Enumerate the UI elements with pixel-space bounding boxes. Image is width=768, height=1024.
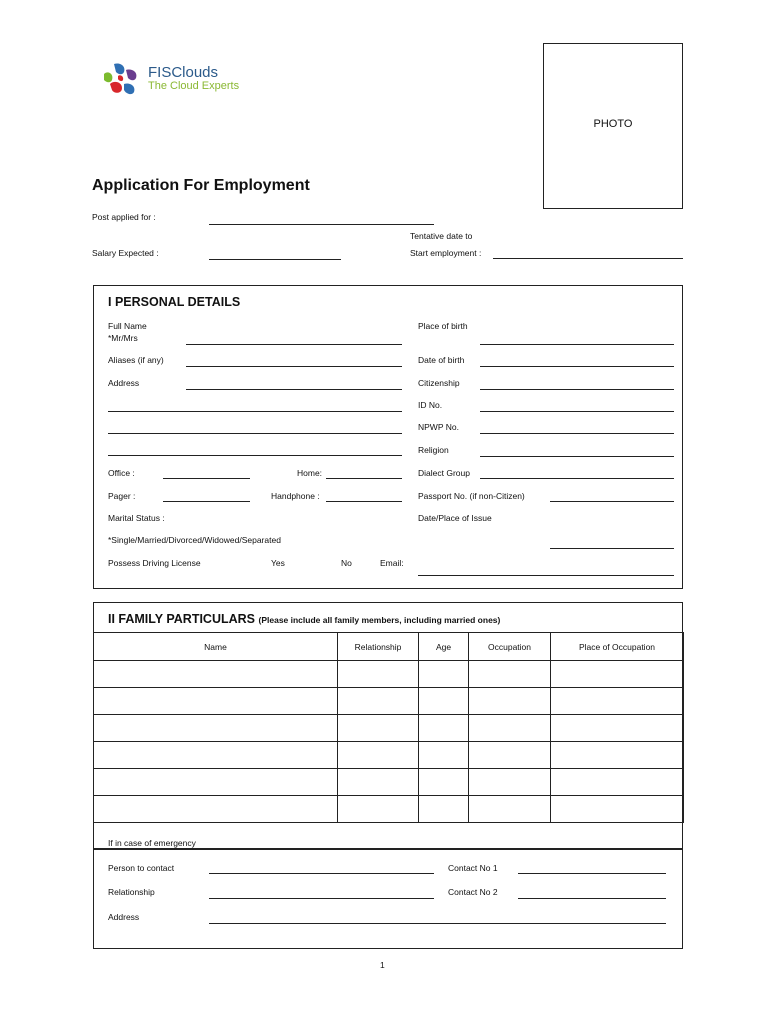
pager-label: Pager : bbox=[108, 491, 136, 501]
driving-license-label: Possess Driving License bbox=[108, 558, 201, 568]
salary-expected-field[interactable] bbox=[209, 259, 341, 260]
passport-no-label: Passport No. (if non-Citizen) bbox=[418, 491, 525, 501]
table-cell[interactable] bbox=[469, 742, 551, 769]
family-table-header bbox=[94, 633, 684, 661]
address-field-3[interactable] bbox=[108, 433, 402, 434]
table-cell[interactable] bbox=[419, 769, 469, 796]
address-field-1[interactable] bbox=[186, 389, 402, 390]
family-heading-text: II FAMILY PARTICULARS bbox=[108, 612, 256, 626]
column-header: Name bbox=[94, 633, 338, 661]
table-cell[interactable] bbox=[338, 715, 419, 742]
religion-label: Religion bbox=[418, 445, 449, 455]
table-cell[interactable] bbox=[419, 688, 469, 715]
contact-no-1-label: Contact No 1 bbox=[448, 863, 498, 873]
handphone-label: Handphone : bbox=[271, 491, 320, 501]
column-header: Occupation bbox=[469, 633, 551, 661]
table-cell[interactable] bbox=[419, 661, 469, 688]
dialect-group-field[interactable] bbox=[480, 478, 674, 479]
table-cell[interactable] bbox=[94, 769, 338, 796]
date-place-issue-label: Date/Place of Issue bbox=[418, 513, 492, 523]
id-no-label: ID No. bbox=[418, 400, 443, 410]
office-field[interactable] bbox=[163, 478, 250, 479]
table-cell[interactable] bbox=[551, 769, 684, 796]
table-cell[interactable] bbox=[419, 715, 469, 742]
contact-no-2-field[interactable] bbox=[518, 898, 666, 899]
photo-label: PHOTO bbox=[593, 118, 633, 130]
table-cell[interactable] bbox=[94, 796, 338, 823]
photo-box[interactable] bbox=[543, 43, 683, 209]
post-applied-field[interactable] bbox=[209, 224, 434, 225]
place-of-birth-field[interactable] bbox=[480, 344, 674, 345]
home-field[interactable] bbox=[326, 478, 402, 479]
table-cell[interactable] bbox=[94, 742, 338, 769]
pager-field[interactable] bbox=[163, 501, 250, 502]
table-cell[interactable] bbox=[551, 715, 684, 742]
post-applied-label: Post applied for : bbox=[92, 212, 156, 222]
table-cell[interactable] bbox=[338, 688, 419, 715]
salary-expected-label: Salary Expected : bbox=[92, 248, 159, 258]
table-row bbox=[94, 769, 684, 796]
table-row bbox=[94, 688, 684, 715]
address-label: Address bbox=[108, 378, 140, 388]
page-number: 1 bbox=[380, 960, 385, 970]
start-employment-field[interactable] bbox=[493, 258, 683, 259]
table-cell[interactable] bbox=[94, 688, 338, 715]
family-table bbox=[93, 632, 684, 823]
date-of-birth-field[interactable] bbox=[480, 366, 674, 367]
dialect-group-label: Dialect Group bbox=[418, 468, 470, 478]
passport-no-field[interactable] bbox=[550, 501, 674, 502]
table-cell[interactable] bbox=[419, 742, 469, 769]
table-cell[interactable] bbox=[338, 796, 419, 823]
family-particulars-heading bbox=[108, 612, 500, 626]
full-name-field[interactable] bbox=[186, 344, 402, 345]
brand-tagline: The Cloud Experts bbox=[148, 80, 240, 92]
office-label: Office : bbox=[108, 468, 135, 478]
start-employment-label: Start employment : bbox=[410, 248, 482, 258]
email-label: Email: bbox=[380, 558, 404, 568]
emergency-relationship-field[interactable] bbox=[209, 898, 434, 899]
family-heading-note: (Please include all family members, including married ones) bbox=[258, 615, 501, 625]
table-cell[interactable] bbox=[469, 796, 551, 823]
citizenship-field[interactable] bbox=[480, 389, 674, 390]
id-no-field[interactable] bbox=[480, 411, 674, 412]
table-cell[interactable] bbox=[469, 715, 551, 742]
address-field-2[interactable] bbox=[108, 411, 402, 412]
aliases-field[interactable] bbox=[186, 366, 402, 367]
place-of-birth-label: Place of birth bbox=[418, 321, 468, 331]
table-cell[interactable] bbox=[551, 796, 684, 823]
full-name-label: Full Name bbox=[108, 321, 147, 331]
table-cell[interactable] bbox=[469, 688, 551, 715]
table-cell[interactable] bbox=[469, 769, 551, 796]
aliases-label: Aliases (if any) bbox=[108, 355, 164, 365]
table-cell[interactable] bbox=[551, 661, 684, 688]
column-header: Age bbox=[419, 633, 469, 661]
table-cell[interactable] bbox=[94, 715, 338, 742]
contact-no-1-field[interactable] bbox=[518, 873, 666, 874]
column-header: Place of Occupation bbox=[551, 633, 684, 661]
citizenship-label: Citizenship bbox=[418, 378, 460, 388]
person-to-contact-label: Person to contact bbox=[108, 863, 175, 873]
table-row bbox=[94, 661, 684, 688]
emergency-contact-section bbox=[93, 849, 683, 949]
npwp-no-field[interactable] bbox=[480, 433, 674, 434]
religion-field[interactable] bbox=[480, 456, 674, 457]
table-cell[interactable] bbox=[338, 742, 419, 769]
driving-license-no[interactable]: No bbox=[341, 558, 352, 568]
address-field-4[interactable] bbox=[108, 455, 402, 456]
emergency-heading: If in case of emergency bbox=[108, 838, 196, 848]
emergency-address-field[interactable] bbox=[209, 923, 666, 924]
handphone-field[interactable] bbox=[326, 501, 402, 502]
person-to-contact-field[interactable] bbox=[209, 873, 434, 874]
table-row bbox=[94, 715, 684, 742]
table-cell[interactable] bbox=[551, 742, 684, 769]
date-place-issue-field[interactable] bbox=[550, 548, 674, 549]
mr-mrs-label: *Mr/Mrs bbox=[108, 333, 138, 343]
table-cell[interactable] bbox=[338, 769, 419, 796]
table-row bbox=[94, 742, 684, 769]
brand-name: FISClouds bbox=[148, 64, 219, 81]
company-logo bbox=[100, 60, 260, 100]
emergency-address-label: Address bbox=[108, 912, 140, 922]
logo-mark-icon bbox=[100, 60, 142, 100]
emergency-relationship-label: Relationship bbox=[108, 887, 155, 897]
column-header: Relationship bbox=[338, 633, 419, 661]
table-cell[interactable] bbox=[94, 661, 338, 688]
email-field[interactable] bbox=[418, 575, 674, 576]
marital-status-label: Marital Status : bbox=[108, 513, 165, 523]
table-cell[interactable] bbox=[469, 661, 551, 688]
marital-options-label: *Single/Married/Divorced/Widowed/Separated bbox=[108, 535, 281, 545]
driving-license-yes[interactable]: Yes bbox=[271, 558, 285, 568]
table-row bbox=[94, 796, 684, 823]
home-label: Home: bbox=[297, 468, 323, 478]
table-cell[interactable] bbox=[419, 796, 469, 823]
contact-no-2-label: Contact No 2 bbox=[448, 887, 498, 897]
table-cell[interactable] bbox=[551, 688, 684, 715]
tentative-date-label: Tentative date to bbox=[410, 231, 473, 241]
page-title: Application For Employment bbox=[92, 177, 310, 194]
npwp-no-label: NPWP No. bbox=[418, 422, 459, 432]
personal-details-heading: I PERSONAL DETAILS bbox=[108, 295, 241, 309]
table-cell[interactable] bbox=[338, 661, 419, 688]
date-of-birth-label: Date of birth bbox=[418, 355, 465, 365]
